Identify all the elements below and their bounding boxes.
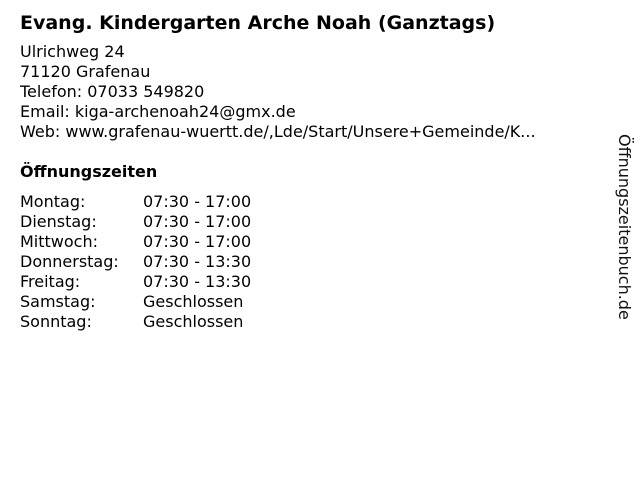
hours-time: Geschlossen [143, 292, 244, 311]
hours-time: 07:30 - 17:00 [143, 192, 252, 211]
hours-row [20, 292, 251, 312]
hours-row [20, 232, 251, 252]
hours-table [20, 192, 251, 332]
hours-day: Sonntag: [20, 312, 92, 331]
hours-day: Samstag: [20, 292, 96, 311]
address-city: 71120 Grafenau [20, 62, 151, 81]
hours-time: 07:30 - 17:00 [143, 232, 252, 251]
hours-day: Freitag: [20, 272, 81, 291]
page-title: Evang. Kindergarten Arche Noah (Ganztags) [20, 12, 496, 34]
address-street: Ulrichweg 24 [20, 42, 125, 61]
hours-row [20, 272, 251, 292]
hours-time: 07:30 - 13:30 [143, 272, 252, 291]
hours-day: Montag: [20, 192, 86, 211]
hours-day: Mittwoch: [20, 232, 98, 251]
hours-heading: Öffnungszeiten [20, 162, 158, 181]
hours-time: 07:30 - 13:30 [143, 252, 252, 271]
hours-row [20, 312, 251, 332]
hours-day: Donnerstag: [20, 252, 119, 271]
web-text: Web: www.grafenau-wuertt.de/,Lde/Start/Unsere+Gemeinde/K... [20, 122, 536, 141]
hours-time: 07:30 - 17:00 [143, 212, 252, 231]
site-brand-label: Öffnungszeitenbuch.de [615, 134, 634, 320]
hours-row [20, 212, 251, 232]
hours-day: Dienstag: [20, 212, 97, 231]
hours-row [20, 252, 251, 272]
hours-time: Geschlossen [143, 312, 244, 331]
phone-text: Telefon: 07033 549820 [20, 82, 205, 101]
info-card [20, 10, 600, 332]
email-text: Email: kiga-archenoah24@gmx.de [20, 102, 296, 121]
hours-row [20, 192, 251, 212]
